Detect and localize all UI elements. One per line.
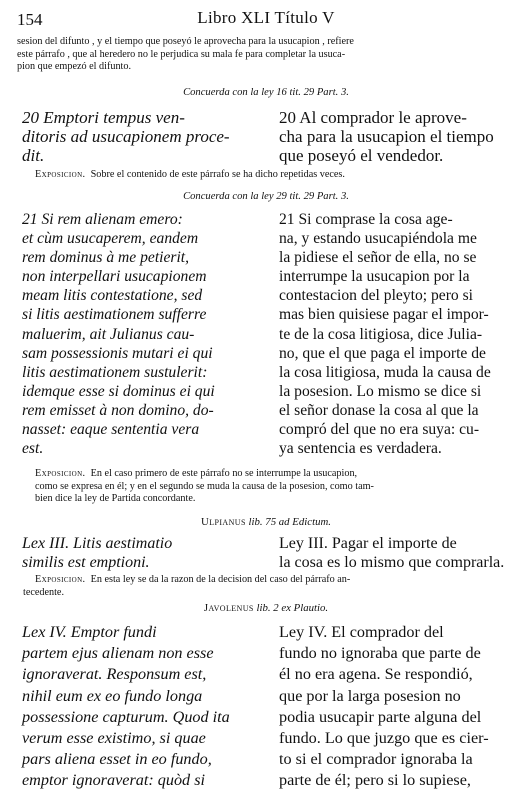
spanish-line: 21 Si comprase la cosa age- (279, 211, 453, 228)
latin-column (22, 210, 215, 458)
spanish-line: la posesion. Lo mismo se dice si (279, 382, 482, 400)
exposition-line: En esta ley se da la razon de la decision del caso del párrafo an- (90, 574, 351, 585)
latin-line: rem dominus à me petierit, (22, 249, 190, 267)
spanish-line: te de la cosa litigiosa, dice Julia- (279, 325, 483, 343)
source-author: Ulpianus (201, 516, 246, 528)
exposition-label: Exposicion. (35, 468, 86, 479)
spanish-line: que por la larga posesion no (279, 686, 461, 705)
latin-line: ditoris ad usucapionem proce- (22, 127, 230, 146)
exposition (23, 574, 351, 599)
running-title: Libro XLI Título V (197, 8, 335, 27)
latin-line: 21 Si rem alienam emero: (22, 211, 183, 228)
spanish-line: compró del que no era suya: cu- (279, 421, 480, 439)
latin-line: verum esse existimo, si quae (22, 729, 206, 748)
latin-line: non interpellari usucapionem (22, 268, 207, 286)
latin-line: litis aestimationem sustulerit: (22, 363, 208, 381)
spanish-line: mas bien quisiese pagar el impor- (279, 306, 489, 324)
latin-line: possessione capturum. Quod ita (22, 707, 230, 726)
lead-line: este párrafo , que al heredero no le perjudica su mala fe para completar la usuca- (17, 48, 346, 60)
spanish-line: to si el comprador ignoraba la (279, 750, 473, 769)
exposition (35, 169, 345, 182)
spanish-line: Ley IV. El comprador del (279, 623, 444, 641)
latin-line: si litis aestimationem sufferre (22, 306, 207, 324)
exposition-label: Exposicion. (35, 169, 86, 180)
source-citation (0, 516, 532, 528)
exposition-line: tecedente. (23, 586, 65, 598)
latin-line: similis est emptioni. (22, 554, 150, 571)
latin-line: partem ejus alienam non esse (22, 644, 214, 663)
source-reference: lib. 2 ex Plautio. (253, 602, 329, 614)
lead-line: sesion del difunto , y el tiempo que poseyó le aprovecha para la usucapion , refiere (17, 36, 354, 47)
latin-line: et cùm usucaperem, eandem (22, 230, 199, 248)
latin-line: pars aliena esset in eo fundo, (22, 750, 212, 769)
lead-line: pion que empezó el difunto. (17, 61, 132, 72)
source-author: Javolenus (203, 602, 254, 614)
concordance-note: Concuerda con la ley 16 tit. 29 Part. 3. (183, 87, 349, 98)
latin-line: rem emisset à non domino, do- (22, 401, 214, 419)
concordance-note: Concuerda con la ley 29 tit. 29 Part. 3. (183, 191, 349, 202)
spanish-line: la cosa litigiosa, muda la causa de (279, 363, 491, 381)
exposition-line: bien dice la ley de Partida concordante. (35, 493, 196, 505)
exposition (35, 468, 374, 506)
latin-line: Lex IV. Emptor fundi (22, 623, 157, 641)
spanish-line: interrumpe la usucapion por la (279, 268, 470, 286)
lead-paragraph (17, 36, 489, 74)
spanish-line: fundo. Lo que juzgo que es cier- (279, 729, 489, 748)
latin-line: sam possessionis mutari ei qui (22, 344, 213, 362)
spanish-line: ya sentencia es verdadera. (279, 440, 442, 458)
latin-line: ignoraverat. Responsum est, (22, 665, 207, 684)
exposition-line: En el caso primero de este párrafo no se interrumpe la usucapion, (90, 468, 358, 479)
latin-line: Lex III. Litis aestimatio (22, 535, 173, 552)
latin-line: nihil eum ex eo fundo longa (22, 686, 203, 705)
latin-line: nasset: eaque sententia vera (22, 421, 200, 439)
spanish-line: Ley III. Pagar el importe de (279, 535, 457, 552)
spanish-line: la pidiese el señor de ella, no se (279, 249, 477, 267)
spanish-line: la cosa es lo mismo que comprarla. (279, 554, 505, 571)
source-citation (0, 602, 532, 614)
source-reference: lib. 75 ad Edictum. (245, 516, 331, 528)
latin-line: meam litis contestatione, sed (22, 287, 203, 305)
page-number: 154 (17, 10, 43, 29)
spanish-column (279, 622, 489, 792)
latin-line: 20 Emptori tempus ven- (22, 108, 185, 127)
exposition-line: Sobre el contenido de este párrafo se ha dicho repetidas veces. (90, 169, 345, 180)
exposition-line: como se expresa en él; y en el segundo se muda la causa de la posesion, como tam- (35, 480, 374, 492)
latin-line: emptor ignoraverat: quòd si (22, 771, 205, 790)
spanish-line: él no era agena. Se respondió, (279, 665, 473, 684)
latin-line: est. (22, 440, 44, 458)
spanish-line: que poseyó el vendedor. (279, 146, 444, 165)
latin-column (22, 534, 172, 572)
spanish-line: podia usucapir parte alguna del (279, 707, 482, 726)
spanish-column (279, 108, 494, 165)
spanish-line: contestacion del pleyto; pero si (279, 287, 474, 305)
spanish-line: parte de él; pero si lo supiese, (279, 771, 471, 790)
latin-column (22, 108, 230, 165)
latin-line: maluerim, ait Julianus cau- (22, 325, 195, 343)
spanish-line: na, y estando usucapiéndola me (279, 230, 477, 248)
spanish-column (279, 534, 504, 572)
spanish-line: no, que el que paga el importe de (279, 344, 486, 362)
exposition-label: Exposicion. (35, 574, 86, 585)
latin-column (22, 622, 230, 792)
latin-line: dit. (22, 146, 45, 165)
spanish-column (279, 210, 491, 458)
spanish-line: cha para la usucapion el tiempo (279, 127, 494, 146)
latin-line: idemque esse si dominus ei qui (22, 382, 215, 400)
spanish-line: fundo no ignoraba que parte de (279, 644, 481, 663)
spanish-line: 20 Al comprador le aprove- (279, 108, 467, 127)
spanish-line: el señor donase la cosa al que la (279, 401, 479, 419)
